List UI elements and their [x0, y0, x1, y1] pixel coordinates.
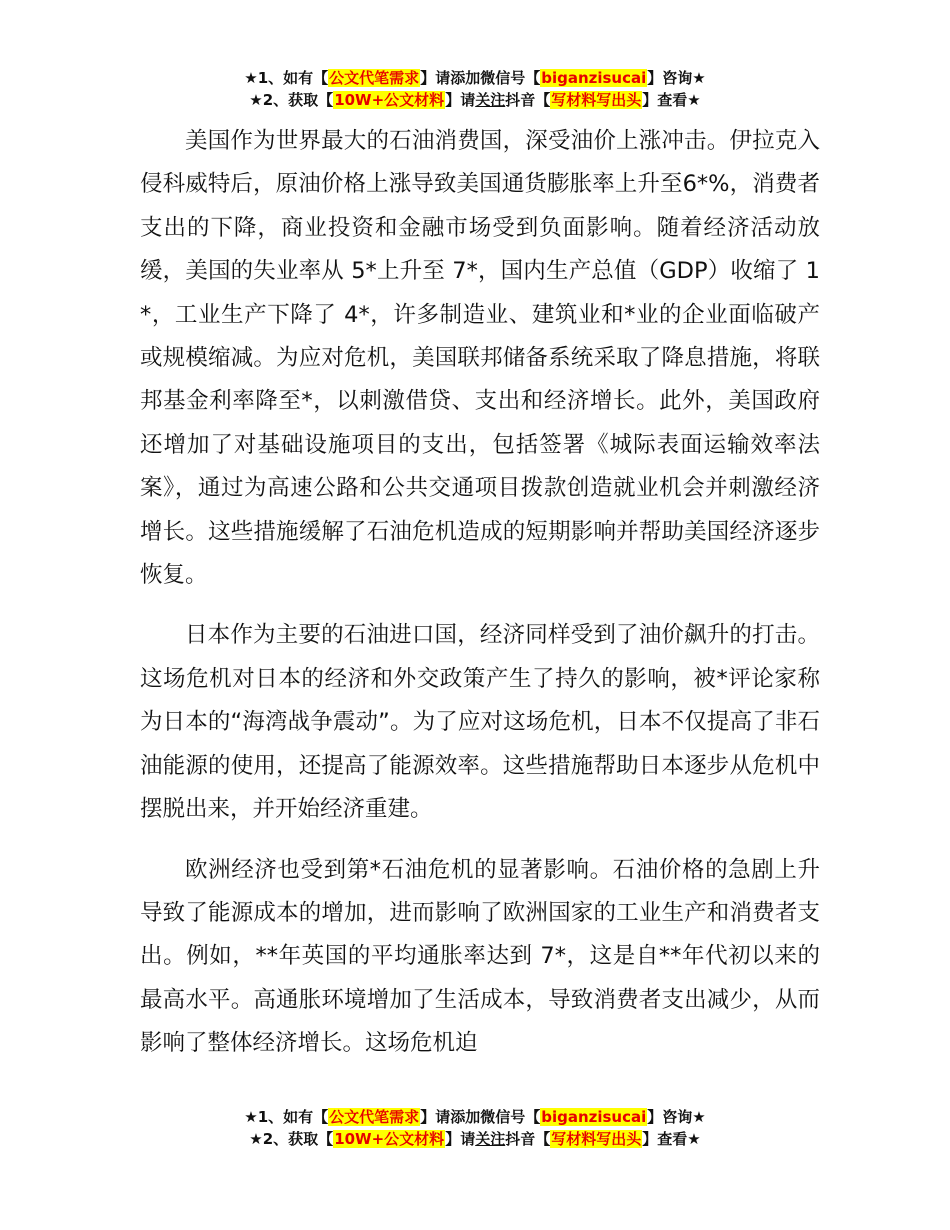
banner-highlight: 10W+公文材料 — [334, 91, 445, 109]
banner-highlight: 10W+公文材料 — [334, 1130, 445, 1148]
footer-banner — [0, 1106, 950, 1150]
banner-text: 】查看★ — [642, 91, 701, 109]
paragraph-japan-economy: 日本作为主要的石油进口国，经济同样受到了油价飙升的打击。这场危机对日本的经济和外交政策产生了持久的影响，被*评论家称为日本的“海湾战争震动”。为了应对这场危机，日本不仅提高了非石油能源的使用，还提高了能源效率。这些措施帮助日本逐步从危机中摆脱出来，并开始经济重建。 — [140, 622, 820, 823]
banner-highlight: 写材料写出头 — [551, 91, 642, 109]
header-banner — [0, 67, 950, 111]
banner-highlight: biganzisucai — [541, 69, 647, 87]
banner-line-2 — [0, 1128, 950, 1150]
banner-text: ★1、如有【 — [244, 69, 329, 87]
banner-text: 】请添加微信号【 — [420, 1108, 541, 1126]
banner-text: ★1、如有【 — [244, 1108, 329, 1126]
banner-underlined-text: 关注 — [475, 1130, 506, 1148]
banner-line-1 — [0, 1106, 950, 1128]
banner-text: 】请 — [445, 91, 476, 109]
banner-text: 】咨询★ — [647, 1108, 706, 1126]
banner-text: 】请添加微信号【 — [420, 69, 541, 87]
banner-highlight: 公文代笔需求 — [329, 1108, 420, 1126]
banner-text: 】请 — [445, 1130, 476, 1148]
banner-line-2 — [0, 89, 950, 111]
paragraph-us-economy: 美国作为世界最大的石油消费国，深受油价上涨冲击。伊拉克入侵科威特后，原油价格上涨导致美国通货膨胀率上升至6*%，消费者支出的下降，商业投资和金融市场受到负面影响。随着经济活动放缓，美国的失业率从 5*上升至 7*，国内生产总值（GDP）收缩了 1*，工业生产下降了 4*，许多制造业、建筑业和*业的企业面临破产或规模缩减。为应对危机，美国联邦储备系统采取了降息措施，将联邦基金利率降至*，以刺激借贷、支出和经济增长。此外，美国政府还增加了对基础设施项目的支出，包括签署《城际表面运输效率法案》，通过为高速公路和公共交通项目拨款创造就业机会并刺激经济增长。这些措施缓解了石油危机造成的短期影响并帮助美国经济逐步恢复。 — [140, 128, 820, 589]
banner-underlined-text: 关注 — [475, 91, 506, 109]
banner-highlight: 公文代笔需求 — [329, 69, 420, 87]
banner-highlight: 写材料写出头 — [551, 1130, 642, 1148]
paragraph-europe-economy: 欧洲经济也受到第*石油危机的显著影响。石油价格的急剧上升导致了能源成本的增加，进而影响了欧洲国家的工业生产和消费者支出。例如，**年英国的平均通胀率达到 7*，这是自**年代初以来的最高水平。高通胀环境增加了生活成本，导致消费者支出减少，从而影响了整体经济增长。这场危机迫 — [140, 856, 820, 1057]
banner-text: 抖音【 — [505, 91, 551, 109]
banner-highlight: biganzisucai — [541, 1108, 647, 1126]
banner-text: ★2、获取【 — [249, 91, 334, 109]
banner-text: 抖音【 — [505, 1130, 551, 1148]
banner-text: 】查看★ — [642, 1130, 701, 1148]
document-body — [140, 120, 820, 1083]
banner-text: 】咨询★ — [647, 69, 706, 87]
banner-line-1 — [0, 67, 950, 89]
banner-text: ★2、获取【 — [249, 1130, 334, 1148]
